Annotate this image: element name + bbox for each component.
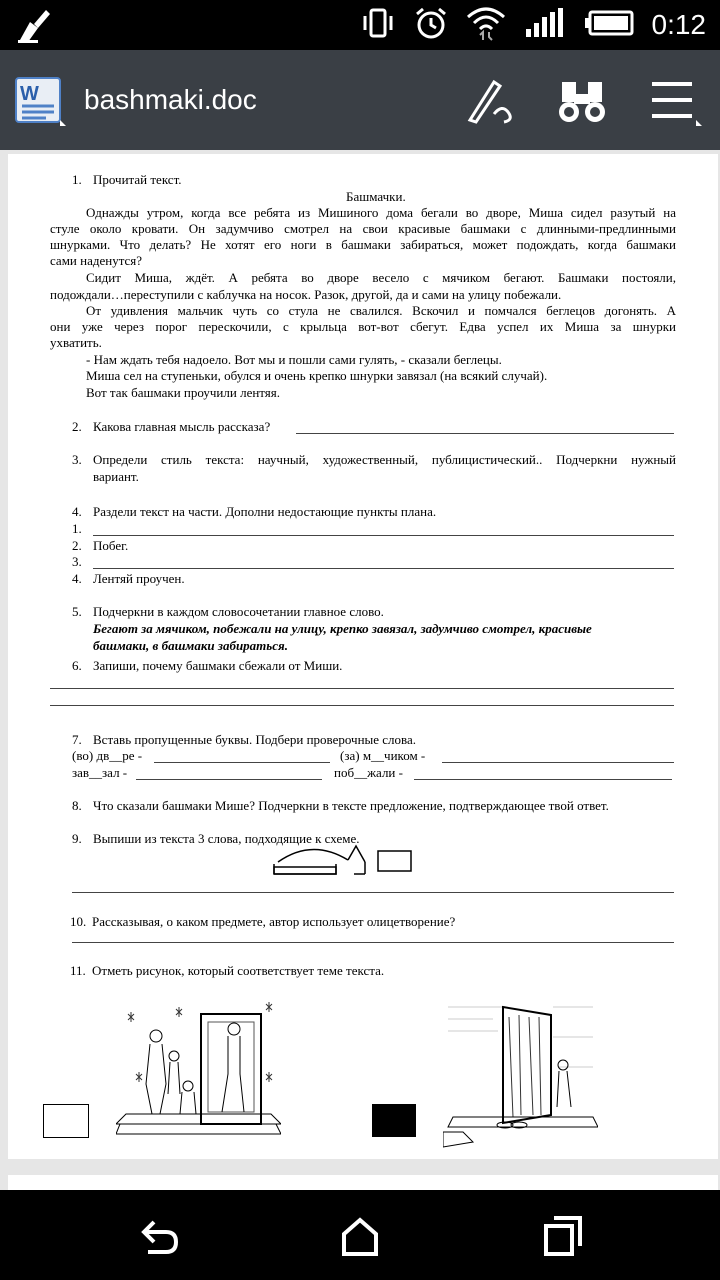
document-viewer[interactable] bbox=[0, 150, 720, 1190]
question-number: 2. bbox=[72, 419, 82, 434]
question-2: Какова главная мысль рассказа? bbox=[93, 419, 271, 434]
question-4: Раздели текст на части. Дополни недостающие пункты плана. bbox=[93, 504, 437, 519]
question-3: Определи стиль текста: научный, художественный, публицистический.. Подчеркни нужный bbox=[93, 452, 676, 467]
plan-number: 2. bbox=[72, 538, 82, 553]
word-blank: (во) дв__ре - bbox=[72, 748, 143, 763]
picture-shoes-running-out bbox=[443, 997, 598, 1152]
answer-line bbox=[50, 705, 674, 706]
vibrate-icon bbox=[360, 7, 396, 44]
alarm-icon bbox=[414, 6, 448, 45]
question-9: Выпиши из текста 3 слова, подходящие к схеме. bbox=[93, 831, 360, 846]
story-line: - Нам ждать тебя надоело. Вот мы и пошли сами гулять, - сказали беглецы. bbox=[86, 352, 502, 367]
question-number: 3. bbox=[72, 452, 82, 467]
question-number: 5. bbox=[72, 604, 82, 619]
menu-icon[interactable] bbox=[648, 76, 708, 126]
story-line: Вот так башмаки проучили лентяя. bbox=[86, 385, 281, 400]
question-number: 4. bbox=[72, 504, 82, 519]
picture-children-at-door bbox=[116, 994, 281, 1144]
story-line: сами наденутся? bbox=[50, 253, 143, 268]
answer-line bbox=[136, 779, 322, 780]
wifi-icon bbox=[466, 5, 506, 46]
answer-line bbox=[93, 535, 674, 536]
document-page bbox=[8, 154, 718, 1159]
phrases-line: башмаки, в башмаки забираться. bbox=[93, 638, 288, 653]
question-number: 11. bbox=[70, 963, 86, 978]
story-line: От удивления мальчик чуть со стула не свалился. Вскочил и помчался беглецов догонять. А bbox=[86, 303, 676, 318]
answer-line bbox=[442, 762, 674, 763]
story-line: подождали…переступили с каблучка на носок. Разок, другой, да и сами на улицу побежали. bbox=[50, 287, 562, 302]
plan-item: Лентяй проучен. bbox=[93, 571, 185, 586]
binoculars-icon[interactable] bbox=[556, 76, 608, 126]
story-line: Миша сел на ступеньки, обулся и очень крепко шнурки завязал (на всякий случай). bbox=[86, 368, 548, 383]
question-number: 1. bbox=[72, 172, 82, 187]
back-icon[interactable] bbox=[134, 1212, 182, 1260]
word-scheme-diagram bbox=[272, 842, 417, 876]
answer-line bbox=[50, 688, 674, 689]
question-6: Запиши, почему башмаки сбежали от Миши. bbox=[93, 658, 343, 673]
plan-number: 3. bbox=[72, 554, 82, 569]
story-line: Сидит Миша, ждёт. А ребята во дворе весело с мячиком бегают. Башмаки постояли, bbox=[86, 270, 676, 285]
word-blank: поб__жали - bbox=[334, 765, 403, 780]
story-line: стуле около кровати. Он задумчиво смотрел на свои красивые башмаки с длинными-предлинными bbox=[50, 221, 676, 236]
picture-2-checkbox[interactable] bbox=[372, 1104, 416, 1137]
story-line: шнурками. Что делать? Не хотят его ноги в башмаки забираться, может подождать, когда башмаки bbox=[50, 237, 676, 252]
answer-line bbox=[93, 568, 674, 569]
question-11: Отметь рисунок, который соответствует теме текста. bbox=[92, 963, 385, 978]
word-blank: (за) м__чиком - bbox=[340, 748, 426, 763]
question-8: Что сказали башмаки Мише? Подчеркни в тексте предложение, подтверждающее твой ответ. bbox=[93, 798, 609, 813]
question-number: 10. bbox=[70, 914, 87, 929]
answer-line bbox=[414, 779, 672, 780]
home-icon[interactable] bbox=[336, 1212, 384, 1260]
plan-number: 1. bbox=[72, 521, 82, 536]
story-line: ухватить. bbox=[50, 335, 102, 350]
story-line: Однажды утром, когда все ребята из Мишиного дома бегали во дворе, Миша сидел разутый на bbox=[86, 205, 676, 220]
signal-icon bbox=[524, 7, 566, 44]
navigation-bar bbox=[0, 1190, 720, 1280]
story-title: Башмачки. bbox=[346, 189, 406, 204]
svg-text:W: W bbox=[20, 83, 39, 105]
plan-item: Побег. bbox=[93, 538, 129, 553]
answer-line bbox=[72, 892, 674, 893]
story-line: они уже через порог перескочили, с крыльца вот-вот сбегут. Едва успел их Миша за шнурки bbox=[50, 319, 676, 334]
status-bar bbox=[0, 0, 720, 50]
word-blank: зав__зал - bbox=[72, 765, 128, 780]
question-number: 9. bbox=[72, 831, 82, 846]
cleaner-app-icon bbox=[16, 8, 56, 49]
app-toolbar bbox=[0, 50, 720, 150]
question-number: 6. bbox=[72, 658, 82, 673]
edit-pen-icon[interactable] bbox=[464, 76, 516, 126]
document-title: bashmaki.doc bbox=[84, 84, 257, 115]
question-3-cont: вариант. bbox=[93, 469, 139, 484]
recent-apps-icon[interactable] bbox=[538, 1212, 586, 1260]
battery-icon bbox=[584, 10, 634, 41]
question-number: 7. bbox=[72, 732, 82, 747]
answer-line bbox=[154, 762, 330, 763]
question-7: Вставь пропущенные буквы. Подбери проверочные слова. bbox=[93, 732, 417, 747]
answer-line bbox=[72, 942, 674, 943]
next-page bbox=[8, 1175, 718, 1190]
picture-1-checkbox[interactable] bbox=[43, 1104, 89, 1138]
question-10: Рассказывая, о каком предмете, автор использует олицетворение? bbox=[92, 914, 456, 929]
question-1: Прочитай текст. bbox=[93, 172, 182, 187]
word-document-icon[interactable] bbox=[14, 76, 62, 124]
answer-line bbox=[296, 433, 674, 434]
status-time: 0:12 bbox=[651, 9, 706, 40]
question-number: 8. bbox=[72, 798, 82, 813]
plan-number: 4. bbox=[72, 571, 82, 586]
phrases-line: Бегают за мячиком, побежали на улицу, крепко завязал, задумчиво смотрел, красивые bbox=[93, 621, 592, 636]
question-5: Подчеркни в каждом словосочетании главное слово. bbox=[93, 604, 384, 619]
